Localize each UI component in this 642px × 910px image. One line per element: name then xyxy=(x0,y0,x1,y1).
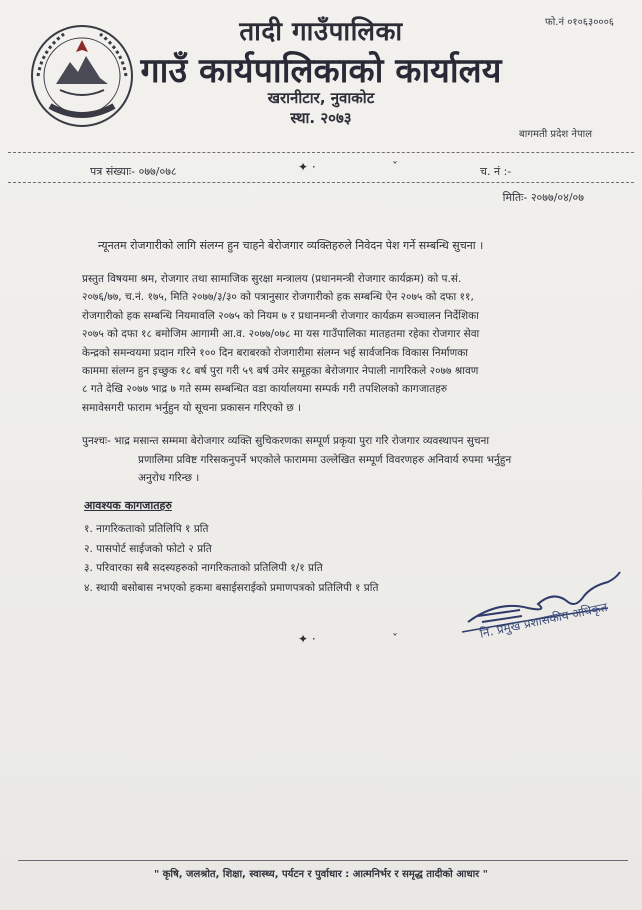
body-line: ८ गते देखि २०७७ भाद्र ७ गते सम्म सम्बन्धित वडा कार्यालयमा सम्पर्क गरी तपशिलको कागजातहरु xyxy=(82,383,448,396)
ornament-mark: ✦ · xyxy=(298,160,316,174)
notice-subject: न्यूनतम रोजगारीको लागि संलग्न हुन चाहने बेरोजगार व्यक्तिहरुले निवेदन पेश गर्ने सम्बन्धि सुचना । xyxy=(98,239,484,252)
officer-stamp: नि. प्रमुख प्रशासकीय अधिकृत xyxy=(478,599,609,641)
document-item: ४. स्थायी बसोबास नभएको हकमा बसाईसराईको प्रमाणपत्रको प्रतिलिपी १ प्रति xyxy=(84,581,379,594)
province-name: बागमती प्रदेश नेपाल xyxy=(519,129,592,140)
ornament-mark: ˇ xyxy=(392,160,398,174)
letter-number: पत्र संख्याः- ०७७/०७८ xyxy=(90,165,177,178)
body-line: रोजगारीको हक सम्बन्धि नियमावलि २०७५ को नियम ७ र प्रधानमन्त्री रोजगार कार्यक्रम सञ्चालन निर्देशिका xyxy=(82,309,479,322)
postscript-line: प्रणालिमा प्रविष्ट गरिसकनुपर्ने भएकोले फाराममा उल्लेखित सम्पूर्ण विवरणहरु अनिवार्य रुपमा भर्नुहुन xyxy=(138,453,512,466)
municipality-name: तादी गाउँपालिका xyxy=(239,17,403,47)
office-name: गाउँ कार्यपालिकाको कार्यालय xyxy=(140,51,502,91)
document-item: ३. परिवारका सबै सदस्यहरुको नागरिकताको प्रतिलिपी १/१ प्रति xyxy=(84,562,323,574)
footer-divider xyxy=(18,860,628,861)
required-documents-list xyxy=(84,520,378,598)
reference-divider xyxy=(8,182,634,183)
dispatch-number: च. नं :- xyxy=(480,165,512,178)
phone-number: फो.नं ०१०६३०००६ xyxy=(544,17,614,28)
body-line: २०७६/७७, च.नं. १७५, मिति २०७७/३/३० को पत्रानुसार रोजगारीको हक सम्बन्धि ऐन २०७५ को दफा ११, xyxy=(82,291,474,304)
letter-date: मितिः- २०७७/०४/०७ xyxy=(502,191,584,204)
postscript xyxy=(82,432,562,488)
document-item: २. पासपोर्ट साईजको फोटो २ प्रति xyxy=(84,542,212,555)
postscript-line: अनुरोध गरिन्छ । xyxy=(138,472,200,484)
body-line: केन्द्रको समन्वयमा प्रदान गरिने १०० दिन बराबरको रोजगारीमा संलग्न भई सार्वजनिक विकास निर्माणका xyxy=(82,346,468,359)
body-paragraph xyxy=(82,270,558,417)
document-item: १. नागरिकताको प्रतिलिपि १ प्रति xyxy=(84,523,209,535)
ornament-mark: ˇ xyxy=(392,632,398,646)
body-line: समावेसगरी फाराम भर्नुहुन यो सूचना प्रकासन गरिएको छ । xyxy=(82,401,302,414)
required-documents-title: आवश्यक कागजातहरु xyxy=(84,499,172,512)
postscript-line: पुनश्चः- भाद्र मसान्त सम्ममा बेरोजगार व्यक्ति सुचिकरणका सम्पूर्ण प्रकृया पुरा गरि रोजगार व्यवस्थापन सुचना xyxy=(82,435,490,447)
body-line: २०७५ को दफा १८ बमोजिम आगामी आ.व. २०७७/०७८ मा यस गाउँपालिका मातहतमा रहेका रोजगार सेवा xyxy=(82,328,480,341)
established-year: स्था. २०७३ xyxy=(290,109,352,127)
header-divider xyxy=(8,152,634,153)
body-line: काममा संलग्न हुन इच्छुक १८ बर्ष पुरा गरी ५९ बर्ष उमेर समूहका बेरोजगार नेपाली नागरिकले २०७७ श्रावण xyxy=(82,365,479,378)
footer-slogan: " कृषि, जलश्रोत, शिक्षा, स्वास्थ्य, पर्यटन र पुर्वाधार : आत्मनिर्भर र समृद्ध तादीको आधार " xyxy=(154,869,488,880)
ornament-mark: ✦ · xyxy=(298,632,316,646)
office-address: खरानीटार, नुवाकोट xyxy=(267,89,375,107)
body-line: प्रस्तुत विषयमा श्रम, रोजगार तथा सामाजिक सुरक्षा मन्त्रालय (प्रधानमन्त्री रोजगार कार्यक्रम) को प.सं. xyxy=(82,273,462,285)
